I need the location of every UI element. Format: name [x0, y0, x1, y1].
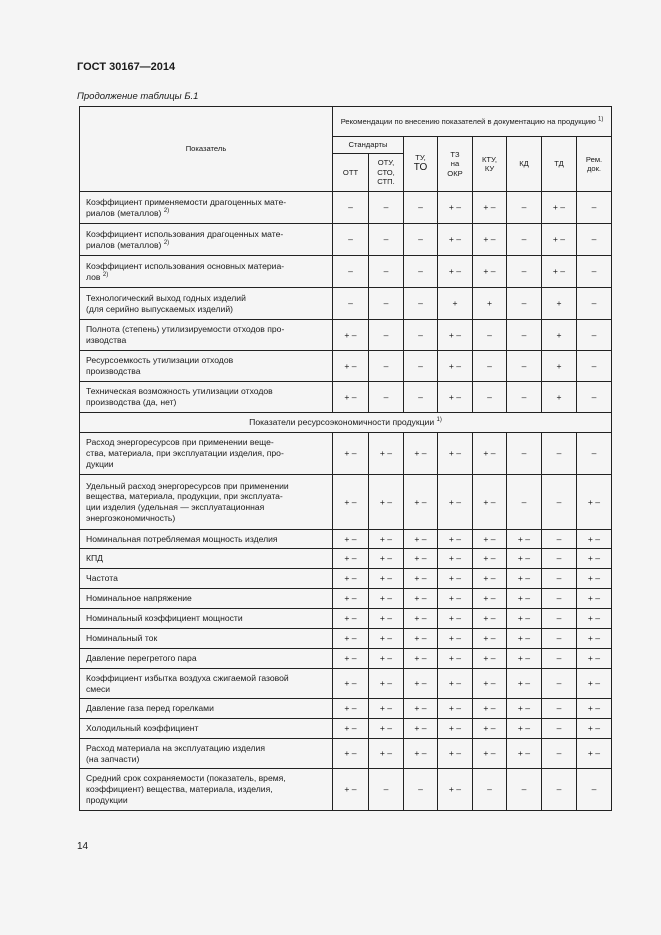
value-cell: – [542, 569, 577, 589]
value-cell: + – [507, 549, 542, 569]
indicators-table [79, 106, 612, 811]
value-cell: + – [577, 609, 612, 629]
indicator-name-cell: Номинальное напряжение [80, 589, 333, 609]
value-cell: + – [333, 530, 369, 549]
value-cell: + – [333, 629, 369, 649]
value-cell: + – [473, 192, 507, 224]
column-header: ОТУ, СТО, СТП. [369, 154, 404, 192]
value-cell: + – [438, 589, 473, 609]
value-cell: + – [473, 649, 507, 669]
value-cell: + – [404, 569, 438, 589]
indicator-name-cell: Технологический выход годных изделий (для серийно выпускаемых изделий) [80, 288, 333, 320]
value-cell: – [333, 288, 369, 320]
value-cell: – [577, 224, 612, 256]
table-caption: Продолжение таблицы Б.1 [77, 91, 199, 102]
value-cell: + – [577, 530, 612, 549]
value-cell: + – [507, 719, 542, 739]
value-cell: + – [404, 699, 438, 719]
table-row [80, 629, 612, 649]
value-cell: – [404, 256, 438, 288]
value-cell: – [369, 382, 404, 413]
table-row [80, 649, 612, 669]
value-cell: – [542, 669, 577, 699]
value-cell: + [542, 288, 577, 320]
value-cell: + – [473, 224, 507, 256]
value-cell: – [333, 192, 369, 224]
indicator-name-cell: Коэффициент избытка воздуха сжигаемой газовой смеси [80, 669, 333, 699]
value-cell: + – [333, 475, 369, 530]
recommendations-footnote: 1) [597, 116, 604, 123]
value-cell: + – [333, 382, 369, 413]
column-header: Рем. док. [577, 137, 612, 192]
table-row [80, 569, 612, 589]
value-cell: + – [404, 475, 438, 530]
value-cell: – [404, 288, 438, 320]
indicator-name-cell: Коэффициент использования основных материа- лов $^{2)}$ [80, 256, 333, 288]
value-cell: – [369, 351, 404, 382]
value-cell: – [473, 769, 507, 811]
value-cell: + [438, 288, 473, 320]
table-row [80, 224, 612, 256]
value-cell: + – [507, 699, 542, 719]
value-cell: + – [404, 719, 438, 739]
value-cell: + – [438, 192, 473, 224]
value-cell: + – [333, 649, 369, 669]
value-cell: – [577, 288, 612, 320]
value-cell: – [507, 288, 542, 320]
column-header: КД [507, 137, 542, 192]
value-cell: + – [577, 699, 612, 719]
value-cell: + – [369, 669, 404, 699]
value-cell: – [507, 769, 542, 811]
value-cell: – [369, 224, 404, 256]
page-number: 14 [77, 841, 89, 852]
value-cell: + – [333, 769, 369, 811]
indicator-name-cell: Коэффициент использования драгоценных мате- риалов (металлов) $^{2)}$ [80, 224, 333, 256]
table-row [80, 609, 612, 629]
value-cell: + – [438, 351, 473, 382]
indicator-name-cell: Ресурсоемкость утилизации отходов производства [80, 351, 333, 382]
value-cell: + – [369, 649, 404, 669]
footnote-marker: 2) [102, 271, 109, 278]
value-cell: + – [507, 739, 542, 769]
indicator-name-cell: Холодильный коэффициент [80, 719, 333, 739]
value-cell: + – [542, 256, 577, 288]
value-cell: + – [369, 530, 404, 549]
value-cell: + – [438, 649, 473, 669]
value-cell: + – [507, 629, 542, 649]
section-header-resource-economy: Показатели ресурсоэкономичности продукции $^{1)}$ [80, 413, 612, 433]
value-cell: + – [577, 739, 612, 769]
value-cell: – [577, 769, 612, 811]
table-row [80, 475, 612, 530]
value-cell: + – [404, 530, 438, 549]
value-cell: – [507, 475, 542, 530]
value-cell: + – [333, 669, 369, 699]
column-header: КТУ, КУ [473, 137, 507, 192]
value-cell: + – [507, 669, 542, 699]
value-cell: – [577, 192, 612, 224]
value-cell: + – [507, 609, 542, 629]
value-cell: + – [404, 549, 438, 569]
value-cell: + – [369, 433, 404, 475]
column-header: ТД [542, 137, 577, 192]
value-cell: – [542, 719, 577, 739]
indicator-name-cell: Давление газа перед горелками [80, 699, 333, 719]
value-cell: + – [333, 739, 369, 769]
value-cell: + – [438, 629, 473, 649]
value-cell: – [404, 351, 438, 382]
value-cell: + – [438, 699, 473, 719]
value-cell: – [507, 224, 542, 256]
value-cell: – [542, 699, 577, 719]
value-cell: + – [542, 192, 577, 224]
value-cell: + – [473, 739, 507, 769]
value-cell: + – [507, 589, 542, 609]
value-cell: – [404, 192, 438, 224]
table-row [80, 669, 612, 699]
value-cell: + – [577, 629, 612, 649]
value-cell: + – [438, 224, 473, 256]
value-cell: – [577, 320, 612, 351]
value-cell: + – [404, 629, 438, 649]
table-row [80, 549, 612, 569]
table-row [80, 351, 612, 382]
value-cell: – [333, 256, 369, 288]
recommendations-header: Рекомендации по внесению показателей в документацию на продукцию $^{1)}$ [333, 107, 612, 137]
value-cell: + – [473, 589, 507, 609]
value-cell: + – [404, 649, 438, 669]
value-cell: + – [333, 609, 369, 629]
table-row [80, 589, 612, 609]
value-cell: + – [473, 669, 507, 699]
indicator-name-cell: КПД [80, 549, 333, 569]
value-cell: – [542, 530, 577, 549]
value-cell: + – [438, 475, 473, 530]
value-cell: + – [438, 382, 473, 413]
value-cell: – [577, 351, 612, 382]
value-cell: + – [577, 649, 612, 669]
value-cell: – [542, 609, 577, 629]
value-cell: + – [404, 669, 438, 699]
indicator-name-cell: Номинальный коэффициент мощности [80, 609, 333, 629]
value-cell: + – [473, 719, 507, 739]
value-cell: – [404, 769, 438, 811]
value-cell: + – [333, 549, 369, 569]
value-cell: + – [473, 629, 507, 649]
value-cell: + – [473, 609, 507, 629]
value-cell: + – [577, 669, 612, 699]
value-cell: – [542, 649, 577, 669]
value-cell: + – [507, 530, 542, 549]
value-cell: – [542, 629, 577, 649]
value-cell: – [542, 769, 577, 811]
value-cell: – [577, 256, 612, 288]
value-cell: – [473, 382, 507, 413]
value-cell: – [507, 320, 542, 351]
value-cell: – [507, 382, 542, 413]
value-cell: – [369, 192, 404, 224]
table-row [80, 719, 612, 739]
value-cell: – [507, 433, 542, 475]
value-cell: + – [404, 589, 438, 609]
column-header: ОТТ [333, 154, 369, 192]
value-cell: – [542, 549, 577, 569]
standards-group-header: Стандарты [333, 137, 404, 154]
value-cell: + – [369, 629, 404, 649]
value-cell: + – [404, 739, 438, 769]
value-cell: + – [438, 549, 473, 569]
value-cell: + – [333, 351, 369, 382]
value-cell: + – [438, 256, 473, 288]
indicator-name-cell: Коэффициент применяемости драгоценных мате- риалов (металлов) $^{2)}$ [80, 192, 333, 224]
value-cell: + – [438, 433, 473, 475]
value-cell: + – [438, 669, 473, 699]
value-cell: – [333, 224, 369, 256]
value-cell: – [507, 351, 542, 382]
value-cell: – [577, 382, 612, 413]
value-cell: + – [473, 569, 507, 589]
indicator-name-cell: Полнота (степень) утилизируемости отходов про- изводства [80, 320, 333, 351]
value-cell: – [473, 320, 507, 351]
value-cell: + – [369, 609, 404, 629]
value-cell: + – [369, 719, 404, 739]
value-cell: + – [369, 589, 404, 609]
table-row [80, 769, 612, 811]
value-cell: + – [473, 549, 507, 569]
value-cell: + – [473, 433, 507, 475]
indicator-name-cell: Номинальная потребляемая мощность изделия [80, 530, 333, 549]
value-cell: + – [507, 649, 542, 669]
value-cell: – [404, 382, 438, 413]
table-row [80, 382, 612, 413]
value-cell: – [542, 739, 577, 769]
indicator-name-cell: Удельный расход энергоресурсов при применении вещества, материала, продукции, при эксплуата- ции изделия (удельная — эксплуатационная энергоэкономичность) [80, 475, 333, 530]
value-cell: + [473, 288, 507, 320]
value-cell: + – [577, 589, 612, 609]
value-cell: + [542, 351, 577, 382]
value-cell: + – [438, 530, 473, 549]
value-cell: – [542, 475, 577, 530]
value-cell: + – [369, 569, 404, 589]
value-cell: + – [333, 719, 369, 739]
value-cell: + – [577, 719, 612, 739]
value-cell: + – [438, 719, 473, 739]
value-cell: + – [333, 569, 369, 589]
value-cell: + – [438, 769, 473, 811]
value-cell: – [473, 351, 507, 382]
value-cell: + – [333, 320, 369, 351]
value-cell: – [404, 320, 438, 351]
value-cell: – [542, 589, 577, 609]
indicator-name-cell: Расход материала на эксплуатацию изделия (на запчасти) [80, 739, 333, 769]
indicator-column-header: Показатель [80, 107, 333, 192]
indicator-name-cell: Средний срок сохраняемости (показатель, время, коэффициент) вещества, материала, изделия, продукции [80, 769, 333, 811]
value-cell: – [577, 433, 612, 475]
value-cell: + – [577, 549, 612, 569]
value-cell: + – [333, 589, 369, 609]
indicator-name-cell: Расход энергоресурсов при применении веще- ства, материала, при эксплуатации изделия, про- дукции [80, 433, 333, 475]
value-cell: – [542, 433, 577, 475]
value-cell: + – [507, 569, 542, 589]
section-footnote: 1) [436, 417, 442, 424]
value-cell: + – [333, 433, 369, 475]
table-row [80, 288, 612, 320]
table-row [80, 192, 612, 224]
value-cell: + – [473, 530, 507, 549]
value-cell: + – [369, 699, 404, 719]
value-cell: – [369, 256, 404, 288]
table-row [80, 256, 612, 288]
column-header: ТЗ на ОКР [438, 137, 473, 192]
footnote-marker: 2) [163, 239, 170, 246]
value-cell: + [542, 382, 577, 413]
value-cell: + – [577, 569, 612, 589]
value-cell: – [369, 769, 404, 811]
value-cell: – [507, 256, 542, 288]
value-cell: + – [404, 433, 438, 475]
value-cell: – [404, 224, 438, 256]
document-title: ГОСТ 30167—2014 [77, 61, 176, 73]
value-cell: + – [438, 609, 473, 629]
value-cell: + – [438, 569, 473, 589]
value-cell: + – [542, 224, 577, 256]
table-row [80, 530, 612, 549]
value-cell: + – [473, 475, 507, 530]
value-cell: + – [438, 320, 473, 351]
value-cell: + – [369, 549, 404, 569]
table-row [80, 739, 612, 769]
value-cell: – [369, 288, 404, 320]
footnote-marker: 2) [163, 207, 170, 214]
indicator-name-cell: Номинальный ток [80, 629, 333, 649]
column-header: ТУ, ТО [404, 137, 438, 192]
indicator-name-cell: Давление перегретого пара [80, 649, 333, 669]
value-cell: – [369, 320, 404, 351]
value-cell: + – [473, 699, 507, 719]
value-cell: + – [333, 699, 369, 719]
table-row [80, 320, 612, 351]
value-cell: + – [473, 256, 507, 288]
value-cell: – [507, 192, 542, 224]
indicator-name-cell: Техническая возможность утилизации отходов производства (да, нет) [80, 382, 333, 413]
value-cell: + – [404, 609, 438, 629]
value-cell: + – [438, 739, 473, 769]
indicator-name-cell: Частота [80, 569, 333, 589]
table-row [80, 699, 612, 719]
value-cell: + – [369, 739, 404, 769]
value-cell: + – [369, 475, 404, 530]
table-row [80, 433, 612, 475]
value-cell: + [542, 320, 577, 351]
value-cell: + – [577, 475, 612, 530]
